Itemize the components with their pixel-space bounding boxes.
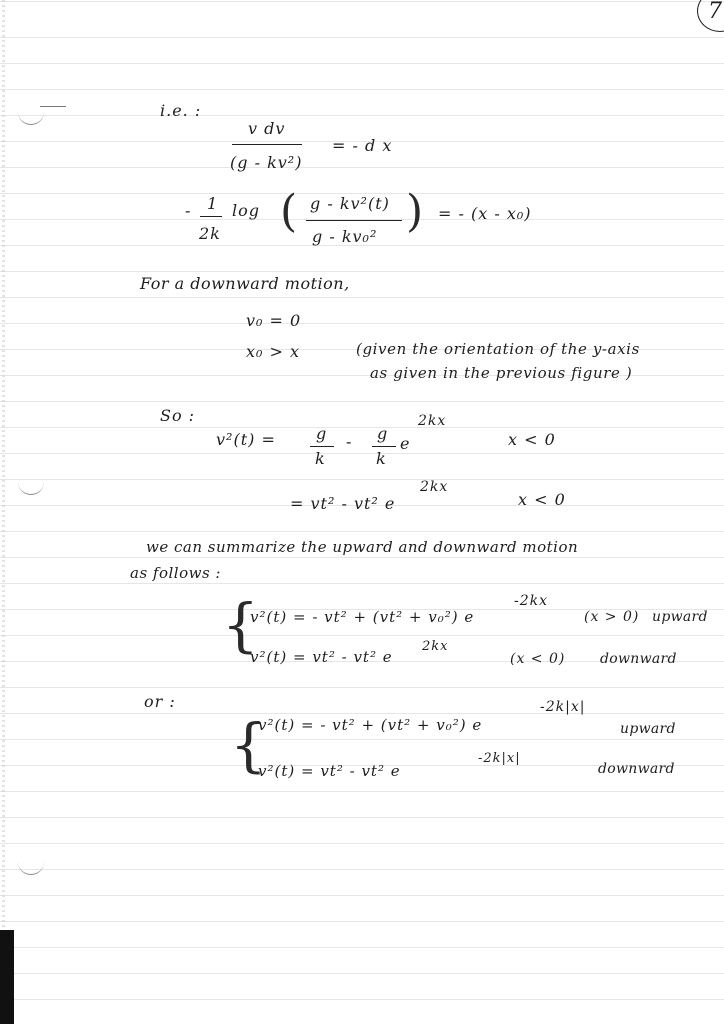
eq2-log: log [232,201,260,220]
eq3-minus: - [346,432,353,451]
sys2-down-expr: v²(t) = vt² - vt² e [258,762,401,780]
eq3-term2-den: k [376,449,387,468]
system1-brace: { [222,591,259,659]
scan-edge [0,930,14,1024]
ie-label: i.e. : [160,101,202,120]
eq3-term1-bar [310,446,334,447]
downward-intro: For a downward motion, [140,274,350,293]
eq4-condition: x < 0 [518,490,566,509]
eq3-term2-num: g [377,424,389,443]
summary-line-1: we can summarize the upward and downward motion [146,538,579,556]
sys1-up-label: upward [652,609,708,625]
so-label: So : [160,406,196,425]
eq3-term2-bar [372,446,396,447]
eq2-right-paren: ) [406,186,424,237]
note-line-1: (given the orientation of the y-axis [356,340,640,358]
sys2-down-exponent: -2k|x| [478,751,521,766]
eq4-expr: = vt² - vt² e [290,494,396,513]
sys1-down-condition: (x < 0) [510,651,566,667]
eq2-left-paren: ( [280,186,298,237]
binder-hole [18,480,44,495]
or-label: or : [144,692,176,711]
summary-line-2: as follows : [130,564,221,582]
eq2-minus: - [185,201,192,220]
eq2-numerator: g - kv²(t) [310,194,390,213]
binder-hole [18,110,44,125]
eq3-exponent: 2kx [418,413,447,429]
sys1-down-label: downward [600,651,677,667]
sys2-up-label: upward [620,721,676,737]
page-number-circle [697,0,724,32]
sys1-down-expr: v²(t) = vt² - vt² e [250,648,393,666]
margin-tick [40,106,66,107]
sys2-up-expr: v²(t) = - vt² + (vt² + v₀²) e [258,716,483,734]
eq3-term1-den: k [315,449,326,468]
eq1-denominator: (g - kv²) [230,153,303,172]
sys1-up-condition: (x > 0) [584,609,640,625]
eq2-coef-bar [200,216,222,217]
eq2-coef-num: 1 [207,194,219,213]
eq1-fraction-bar [232,144,302,145]
page-number: 7 [708,0,722,24]
sys1-up-expr: v²(t) = - vt² + (vt² + v₀²) e [250,608,475,626]
eq3-term1-num: g [316,424,328,443]
eq3-lhs: v²(t) = [216,430,276,449]
system2-brace: { [230,711,267,779]
eq2-coef-den: 2k [199,224,221,243]
sys1-down-exponent: 2kx [422,639,449,654]
eq3-exp-base: e [400,434,411,453]
eq2-rhs: = - (x - x₀) [438,204,532,223]
sys2-up-exponent: -2k|x| [540,699,586,715]
sys2-down-label: downward [598,761,675,777]
eq1-numerator: v dv [248,119,286,138]
note-line-2: as given in the previous figure ) [370,364,633,382]
eq4-exponent: 2kx [420,479,449,495]
sys1-up-exponent: -2kx [514,593,549,609]
eq2-fraction-bar [306,220,402,221]
condition-x0: x₀ > x [246,342,301,361]
eq1-rhs: = - d x [332,136,393,155]
condition-v0: v₀ = 0 [246,311,302,330]
eq3-condition: x < 0 [508,430,556,449]
binder-hole [18,860,44,875]
margin-perforation [2,0,5,1024]
eq2-denominator: g - kv₀² [312,227,378,246]
